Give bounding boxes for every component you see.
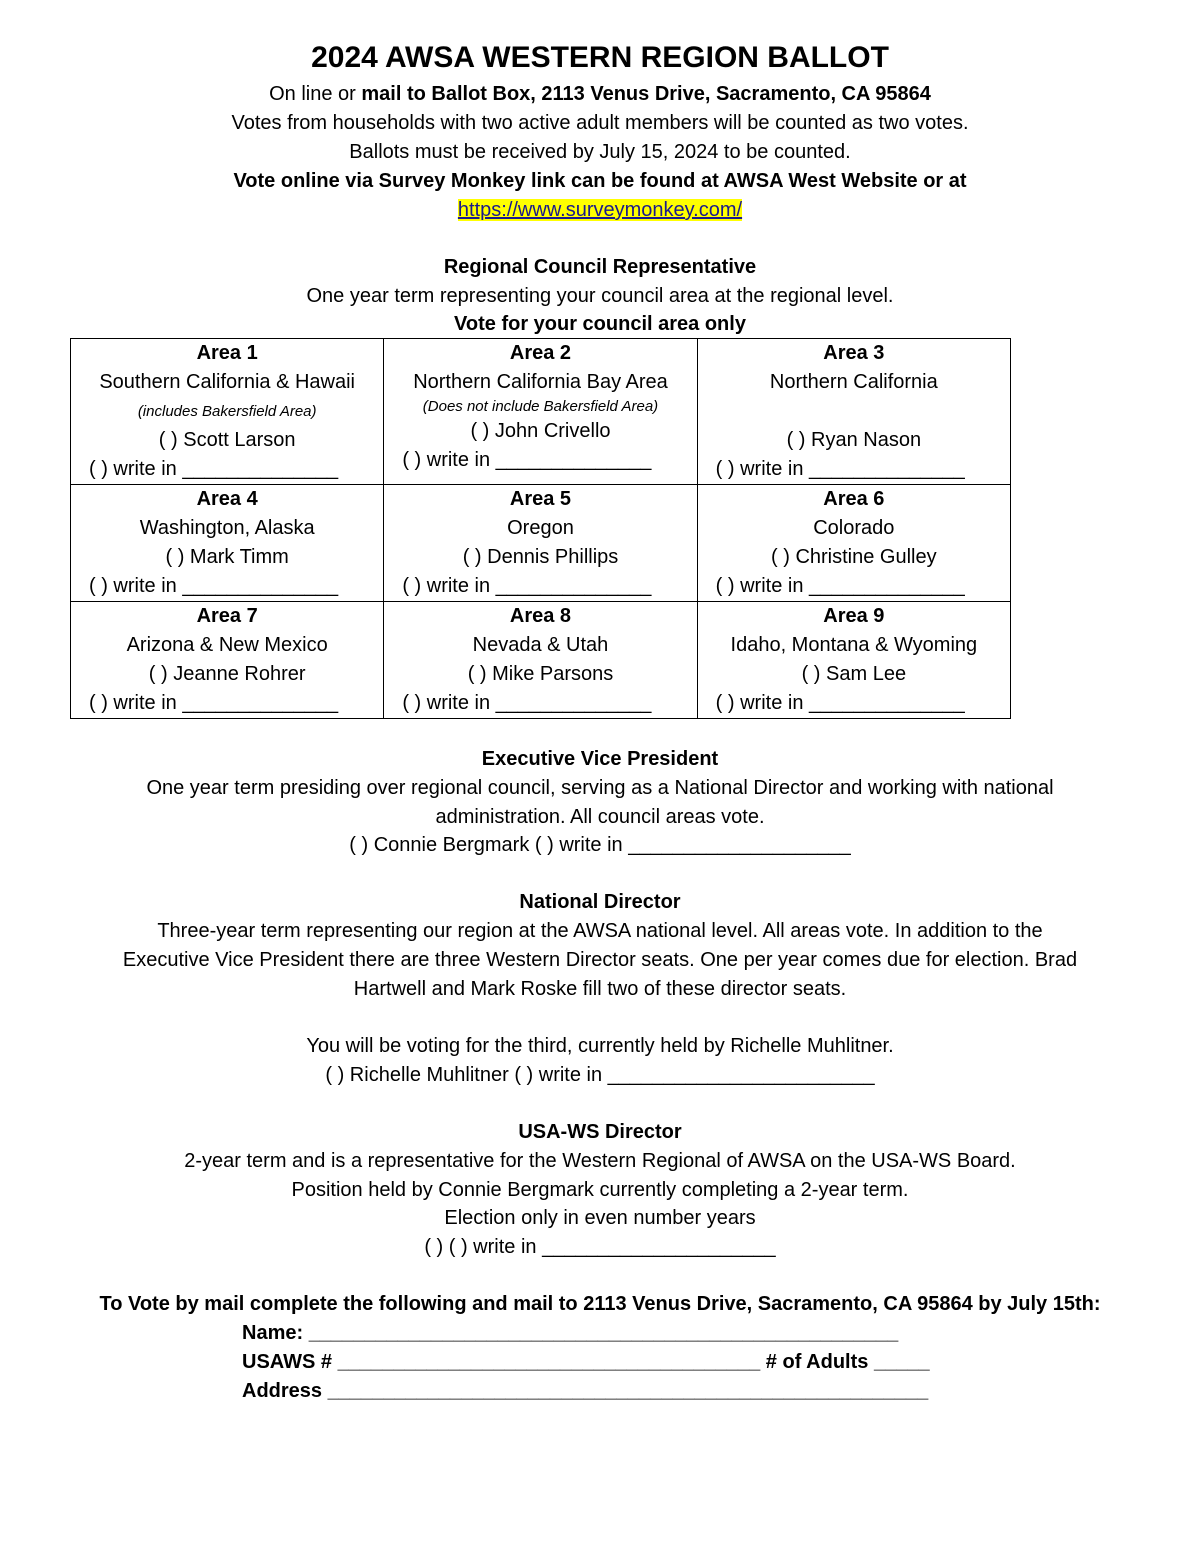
area-title: Area 4 <box>196 488 258 510</box>
survey-monkey-note: Vote online via Survey Monkey link can be found at AWSA West Website or at <box>233 170 967 192</box>
area-title: Area 3 <box>823 342 885 364</box>
write-in-option[interactable]: ( ) write in ______________ <box>89 692 339 714</box>
write-in-option[interactable]: ( ) write in ______________ <box>402 692 652 714</box>
evp-description-2: administration. All council areas vote. <box>435 806 765 828</box>
usaws-number-field[interactable]: USAWS # ______________________________________ # of Adults _____ <box>242 1351 930 1373</box>
write-in-option[interactable]: ( ) write in ______________ <box>402 449 652 471</box>
regional-heading: Regional Council Representative <box>443 256 757 278</box>
regional-description: One year term representing your council area at the regional level. <box>306 285 894 307</box>
area-region: Northern California Bay Area <box>413 371 668 393</box>
mail-instructions: To Vote by mail complete the following and mail to 2113 Venus Drive, Sacramento, CA 95864 by July 15th: <box>99 1293 1101 1315</box>
candidate-option[interactable]: ( ) Sam Lee <box>801 663 907 685</box>
area-title: Area 2 <box>509 342 572 364</box>
national-description-1: Three-year term representing our region at the AWSA national level. All areas vote. In addition to the <box>157 920 1043 942</box>
address-field[interactable]: Address ______________________________________________________ <box>242 1380 929 1402</box>
area-region: Arizona & New Mexico <box>126 634 328 656</box>
national-description-3: Hartwell and Mark Roske fill two of these director seats. <box>353 978 847 1000</box>
area-cell-8 <box>384 602 697 719</box>
ballot-box-address: mail to Ballot Box, 2113 Venus Drive, Sacramento, CA 95864 <box>361 83 931 105</box>
candidate-option[interactable]: ( ) Mike Parsons <box>467 663 614 685</box>
evp-options[interactable]: ( ) Connie Bergmark ( ) write in ____________________ <box>349 834 851 856</box>
area-region: Washington, Alaska <box>139 517 315 539</box>
area-cell-4 <box>71 485 384 602</box>
write-in-option[interactable]: ( ) write in ______________ <box>89 458 339 480</box>
area-region: Colorado <box>813 517 895 539</box>
area-title: Area 5 <box>509 488 572 510</box>
write-in-option[interactable]: ( ) write in ______________ <box>715 692 965 714</box>
national-heading: National Director <box>519 891 681 913</box>
area-cell-7 <box>71 602 384 719</box>
area-title: Area 7 <box>196 605 258 627</box>
area-region: Oregon <box>507 517 574 539</box>
area-cell-6 <box>697 485 1010 602</box>
national-options[interactable]: ( ) Richelle Muhlitner ( ) write in ________________________ <box>325 1064 875 1086</box>
area-region: Idaho, Montana & Wyoming <box>730 634 978 656</box>
usaws-options[interactable]: ( ) ( ) write in _____________________ <box>424 1236 776 1258</box>
area-cell-2 <box>384 339 697 485</box>
deadline-note: Ballots must be received by July 15, 2024 to be counted. <box>349 141 851 163</box>
area-cell-3 <box>697 339 1010 485</box>
candidate-option[interactable]: ( ) John Crivello <box>470 420 611 442</box>
area-cell-1 <box>71 339 384 485</box>
area-region: Northern California <box>769 371 938 393</box>
survey-monkey-link[interactable]: https://www.surveymonkey.com/ <box>457 199 743 221</box>
usaws-description-1: 2-year term and is a representative for the Western Regional of AWSA on the USA-WS Board. <box>184 1150 1016 1172</box>
national-description-4: You will be voting for the third, currently held by Richelle Muhlitner. <box>306 1035 894 1057</box>
candidate-option[interactable]: ( ) Christine Gulley <box>771 546 937 568</box>
area-cell-5 <box>384 485 697 602</box>
national-description-2: Executive Vice President there are three Western Director seats. One per year comes due for election. Brad <box>122 949 1078 971</box>
area-title: Area 8 <box>509 605 572 627</box>
candidate-option[interactable]: ( ) Dennis Phillips <box>462 546 619 568</box>
areas-table <box>70 338 1011 719</box>
write-in-option[interactable]: ( ) write in ______________ <box>715 575 965 597</box>
usaws-description-3: Election only in even number years <box>444 1207 756 1229</box>
candidate-option[interactable]: ( ) Mark Timm <box>165 546 289 568</box>
area-title: Area 9 <box>823 605 885 627</box>
write-in-option[interactable]: ( ) write in ______________ <box>89 575 339 597</box>
area-region: Southern California & Hawaii <box>99 371 355 393</box>
online-or-text: On line or <box>269 83 362 105</box>
name-field[interactable]: Name: _____________________________________________________ <box>242 1322 899 1344</box>
area-cell-9 <box>697 602 1010 719</box>
ballot-title: 2024 AWSA WESTERN REGION BALLOT <box>311 41 889 74</box>
area-region: Nevada & Utah <box>472 634 609 656</box>
write-in-option[interactable]: ( ) write in ______________ <box>715 458 965 480</box>
household-votes-note: Votes from households with two active adult members will be counted as two votes. <box>231 112 969 134</box>
mail-address-line <box>0 80 1200 109</box>
write-in-option[interactable]: ( ) write in ______________ <box>402 575 652 597</box>
area-title: Area 6 <box>823 488 885 510</box>
usaws-heading: USA-WS Director <box>518 1121 682 1143</box>
candidate-option[interactable]: ( ) Ryan Nason <box>786 429 922 451</box>
regional-vote-note: Vote for your council area only <box>454 313 746 335</box>
candidate-option[interactable]: ( ) Jeanne Rohrer <box>148 663 306 685</box>
evp-heading: Executive Vice President <box>481 748 719 770</box>
evp-description-1: One year term presiding over regional council, serving as a National Director and working with national <box>146 777 1054 799</box>
area-note: (includes Bakersfield Area) <box>137 403 317 420</box>
area-note: (Does not include Bakersfield Area) <box>422 398 659 415</box>
area-title: Area 1 <box>196 342 258 364</box>
candidate-option[interactable]: ( ) Scott Larson <box>158 429 296 451</box>
usaws-description-2: Position held by Connie Bergmark currently completing a 2-year term. <box>291 1179 909 1201</box>
